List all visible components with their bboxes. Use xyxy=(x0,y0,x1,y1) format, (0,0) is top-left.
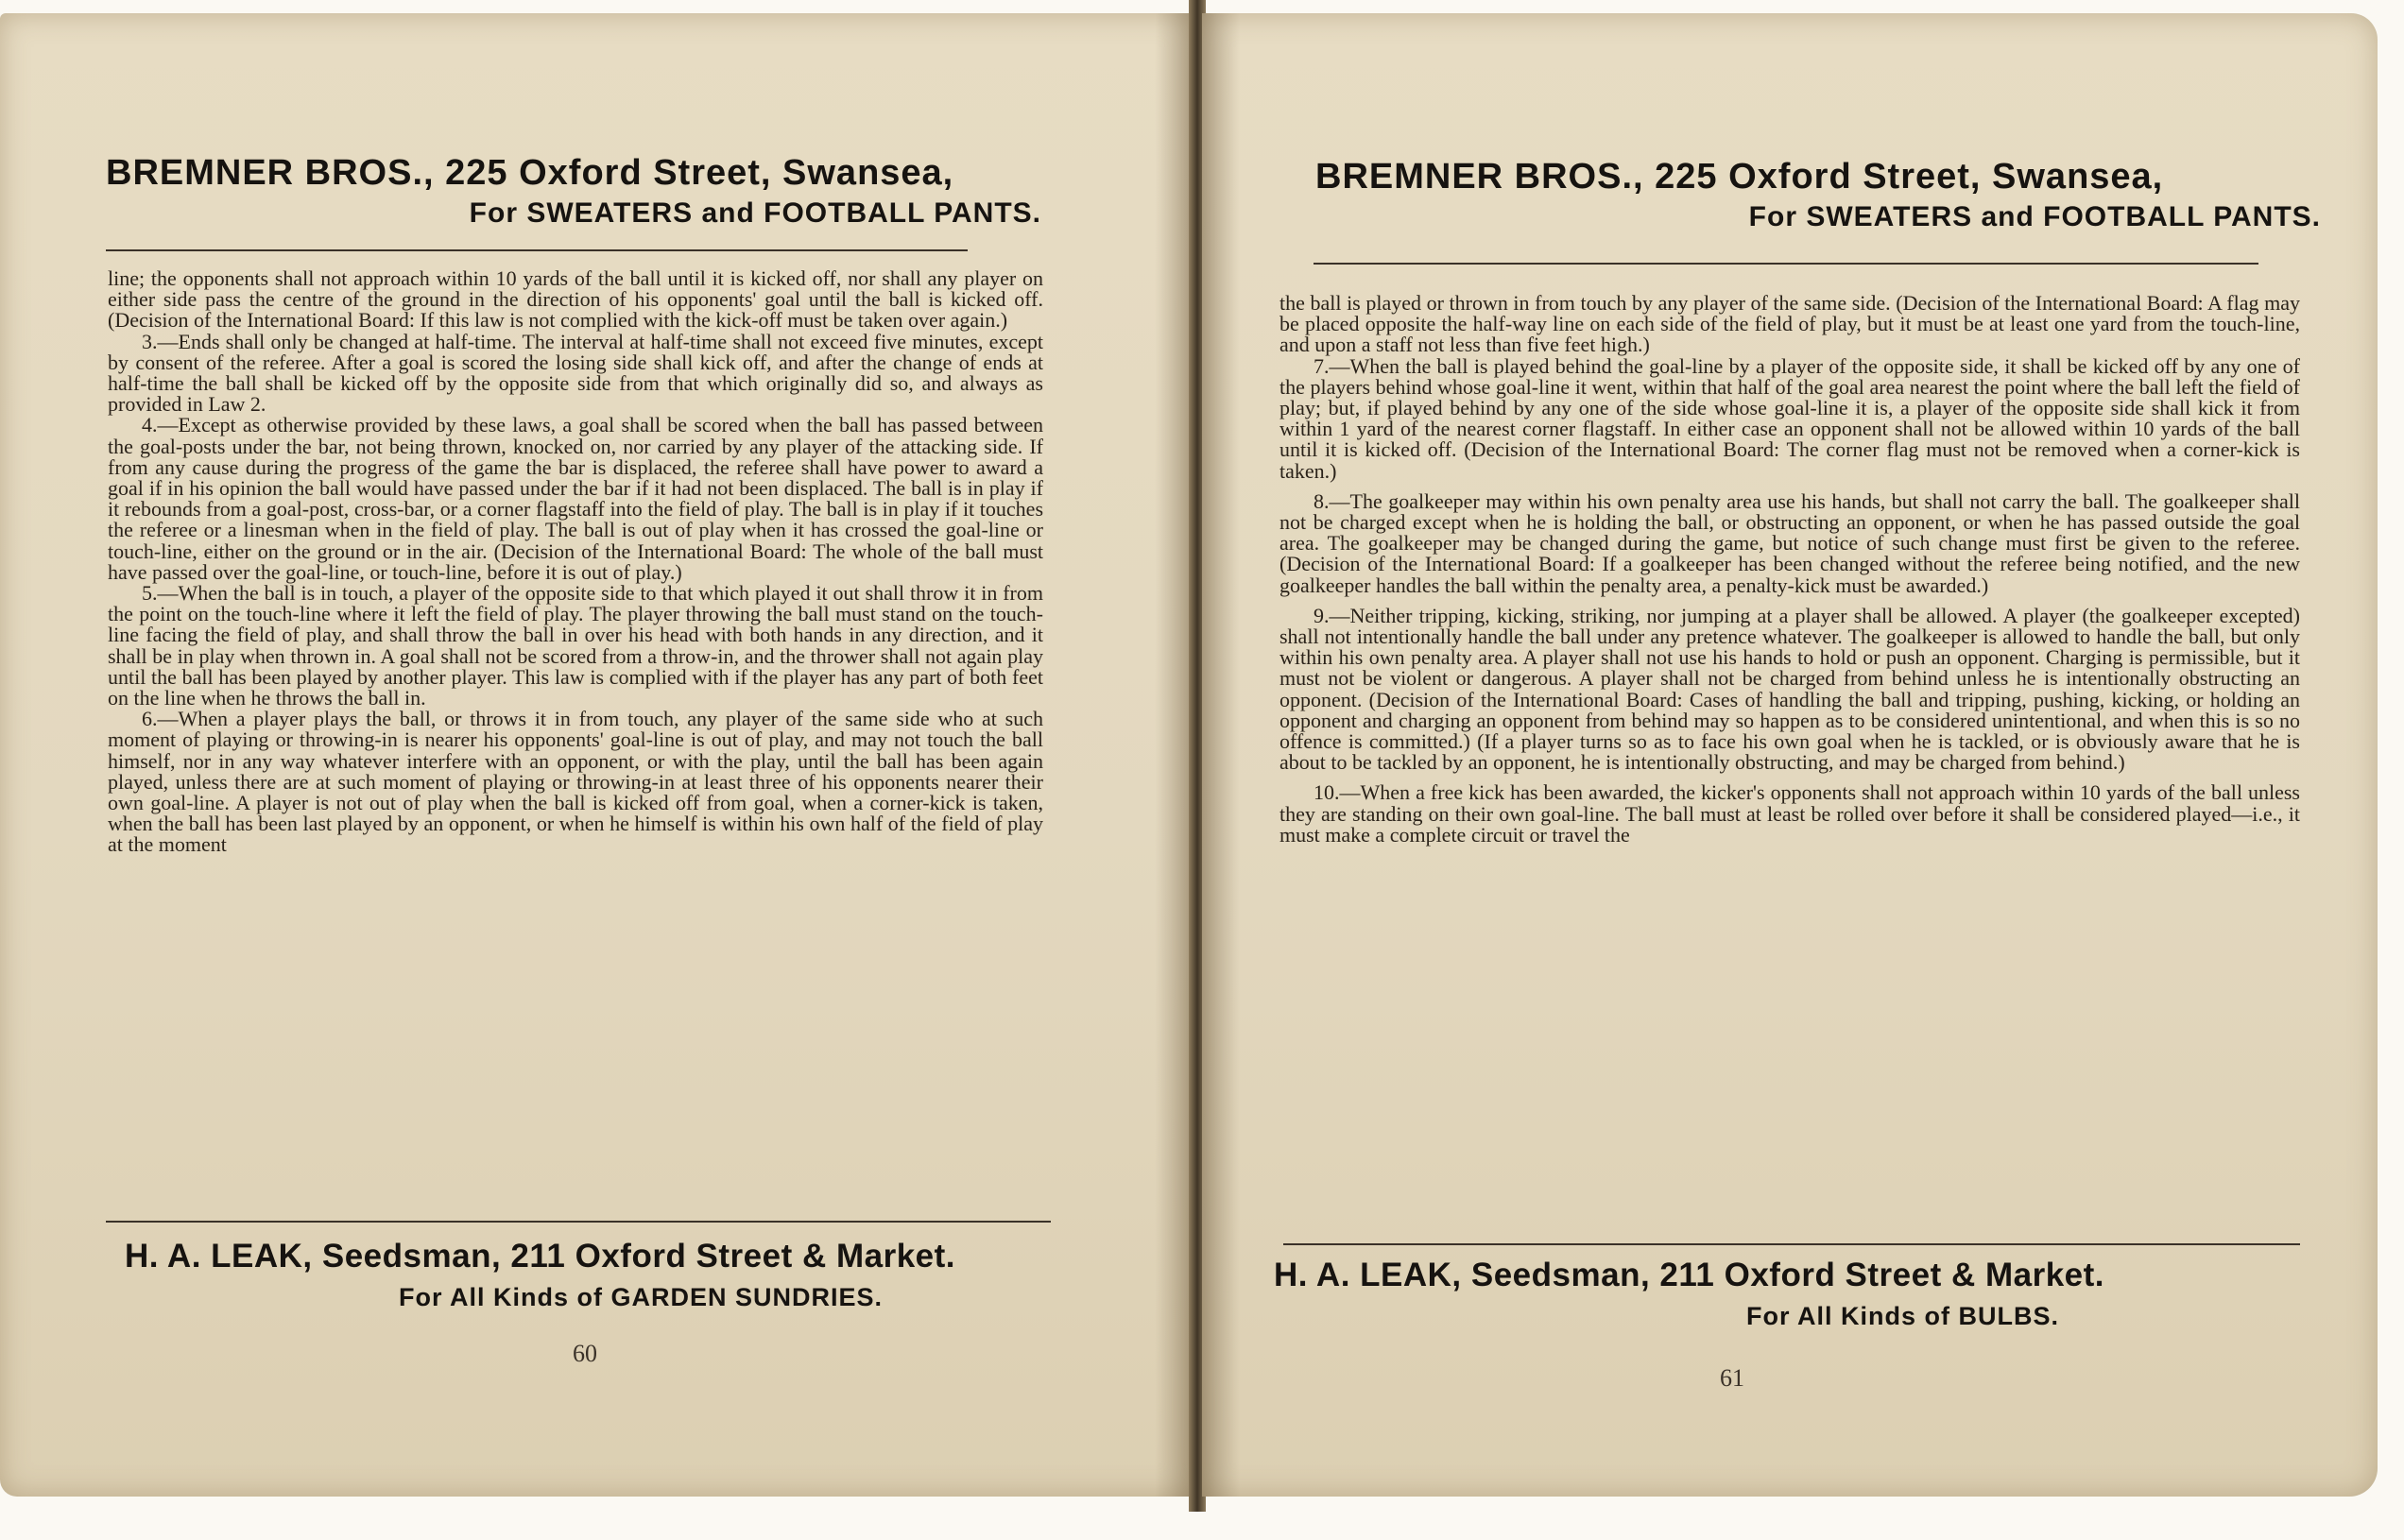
right-footer-ad-line2: For All Kinds of BULBS. xyxy=(1746,1302,2059,1330)
left-page-number: 60 xyxy=(573,1340,597,1367)
left-paragraph-4: 5.—When the ball is in touch, a player of the opposite side to that which played it out shall throw it in from the point on the touch-line where it left the field of play. The player throwing the ball must stand on the touch-line facing the field of play, and shall throw the ball in over his head with both hands in any direction, and it shall be in play when thrown in. A goal shall not be scored from a throw-in, and the thrower shall not again play until the ball has been played by another player. This law is complied with if the player has any part of both feet on the line when he throws the ball in. xyxy=(108,581,1043,710)
left-footer-ad-line1: H. A. LEAK, Seedsman, 211 Oxford Street & Market. xyxy=(125,1238,956,1275)
left-header-rule xyxy=(106,249,968,251)
right-footer-ad xyxy=(1274,1257,2313,1331)
left-page xyxy=(0,13,1193,1497)
right-paragraph-3: 8.—The goalkeeper may within his own penalty area use his hands, but shall not carry the ball. The goalkeeper shall not be charged except when he is holding the ball, or obstructing an opponent, or when he has passed outside the goal area. The goalkeeper may be changed during the game, but notice of such change must first be given to the referee. (Decision of the International Board: If a goalkeeper has been changed without the referee being notified, and the new goalkeeper handles the ball within the penalty area, a penalty-kick must be awarded.) xyxy=(1279,488,2300,597)
right-gutter-shadow xyxy=(1202,13,1240,1497)
left-footer-ad xyxy=(125,1238,1051,1312)
left-paragraph-2: 3.—Ends shall only be changed at half-time. The interval at half-time shall not exceed five minutes, except by consent of the referee. After a goal is scored the losing side shall kick off, and after the change of ends at half-time the ball shall be kicked off by the opposite side from that which originally did so, and always as provided in Law 2. xyxy=(108,329,1043,417)
right-paragraph-2: 7.—When the ball is played behind the goal-line by a player of the opposite side, it shall be kicked off by any one of the players behind whose goal-line it went, within that half of the goal area nearest the point where the ball left the field of play; but, if played behind by any one of the side whose goal-line it is, a player of the opposite side shall kick it from within 1 yard of the nearest corner flagstaff. In either case an opponent shall not be allowed within 10 yards of the ball until it is kicked off. (Decision of the International Board: The corner flag must not be removed when a corner-kick is taken.) xyxy=(1279,353,2300,483)
left-footer-rule xyxy=(106,1221,1051,1223)
right-body-text xyxy=(1279,293,2300,846)
right-page-number: 61 xyxy=(1720,1364,1744,1392)
right-header-ad-line2: For SWEATERS and FOOTBALL PANTS. xyxy=(1748,201,2321,232)
left-header-ad-line1: BREMNER BROS., 225 Oxford Street, Swansea, xyxy=(106,153,954,193)
left-paragraph-3: 4.—Except as otherwise provided by these laws, a goal shall be scored when the ball has passed between the goal-posts under the bar, not being thrown, knocked on, nor carried by any player of the attacking side. If from any cause during the progress of the game the bar is displaced, the referee shall have power to award a goal if in his opinion the ball would have passed under the bar if it had not been displaced. The ball is in play if it rebounds from a goal-post, cross-bar, or a corner flagstaff into the field of play. The ball is in play if it touches the referee or a linesman when in the field of play. The ball is out of play when it has crossed the goal-line or touch-line, either on the ground or in the air. (Decision of the International Board: The whole of the ball must have passed over the goal-line, or touch-line, before it is out of play.) xyxy=(108,413,1043,584)
left-footer-ad-line2: For All Kinds of GARDEN SUNDRIES. xyxy=(399,1283,884,1311)
left-body-text xyxy=(108,268,1043,856)
right-footer-rule xyxy=(1283,1243,2300,1245)
left-paragraph-1: line; the opponents shall not approach within 10 yards of the ball until it is kicked off, nor shall any player on either side pass the centre of the ground in the direction of his opponents' goal until the ball is kicked off. (Decision of the International Board: If this law is not complied with the kick-off must be taken over again.) xyxy=(108,266,1043,333)
right-paragraph-5: 10.—When a free kick has been awarded, the kicker's opponents shall not approach within 10 yards of the ball unless they are standing on their own goal-line. The ball must at least be rolled over before it shall be considered played—i.e., it must make a complete circuit or travel the xyxy=(1279,780,2300,847)
right-footer-ad-line1: H. A. LEAK, Seedsman, 211 Oxford Street & Market. xyxy=(1274,1257,2105,1293)
right-header-ad xyxy=(1315,157,2321,233)
left-gutter-shadow xyxy=(1155,13,1193,1497)
right-paragraph-4: 9.—Neither tripping, kicking, striking, nor jumping at a player shall be allowed. A player (the goalkeeper excepted) shall not intentionally handle the ball under any pretence whatever. The goalkeeper is allowed to handle the ball, but only within his own penalty area. A player shall not use his hands to hold or push an opponent. Charging is permissible, but it must not be violent or dangerous. A player shall not be charged from behind unless he is intentionally obstructing an opponent. (Decision of the International Board: Cases of handling the ball and tripping, pushing, kicking, or holding an opponent and charging an opponent from behind may so happen as to be considered unintentional, and when this is so no offence is committed.) (If a player turns so as to face his own goal when he is tackled, or is obviously aware that he is about to be tackled by an opponent, he is intentionally obstructing, and may be charged from behind.) xyxy=(1279,603,2300,775)
right-header-ad-line1: BREMNER BROS., 225 Oxford Street, Swansea, xyxy=(1315,157,2164,197)
left-paragraph-5: 6.—When a player plays the ball, or throws it in from touch, any player of the same side who at such moment of playing or throwing-in is nearer his opponents' goal-line is out of play, and may not touch the ball himself, nor in any way whatever interfere with an opponent, or with the play, until the ball has been again played, unless there are at such moment of playing or throwing-in at least three of his opponents nearer their own goal-line. A player is not out of play when the ball is kicked off from goal, when a corner-kick is taken, when the ball has been last played by an opponent, or when he himself is within his own half of the field of play at the moment xyxy=(108,707,1043,857)
left-header-ad-line2: For SWEATERS and FOOTBALL PANTS. xyxy=(469,197,1041,229)
right-paragraph-1: the ball is played or thrown in from touch by any player of the same side. (Decision of the International Board: A flag may be placed opposite the half-way line on each side of the field of play, but it must be at least one yard from the touch-line, and upon a staff not less than five feet high.) xyxy=(1279,291,2300,357)
right-page xyxy=(1202,13,2378,1497)
left-header-ad xyxy=(106,153,1041,230)
right-header-rule xyxy=(1314,263,2258,265)
